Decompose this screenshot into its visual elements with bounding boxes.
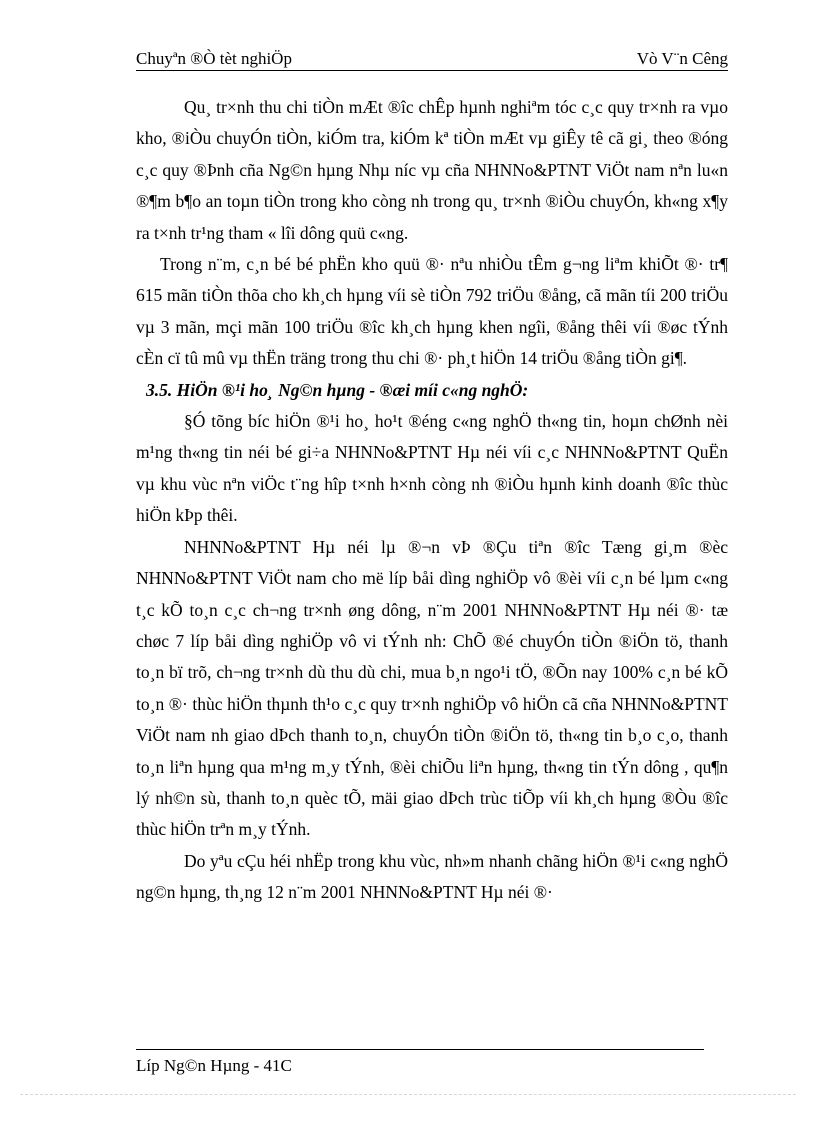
footer-divider bbox=[136, 1049, 704, 1050]
paragraph-vault-staff: Trong n¨m, c¸n bé bé phËn kho quü ®· nªu nhiÒu tÊm g¬ng liªm khiÕt ®· tr¶ 615 mãn tiÒn thõa cho kh¸ch hµng víi sè tiÒn 792 triÖu ®ång, cã mãn tíi 200 triÖu vµ 3 mãn, mçi mãn 100 triÖu ®îc kh¸ch hµng khen ngîi, ®ång thêi víi ®øc tÝnh cÈn cï tû mû vµ thËn träng trong thu chi ®· ph¸t hiÖn 14 triÖu ®ång tiÒn gi¶. bbox=[136, 254, 728, 369]
paragraph-modernization: §Ó tõng bíc hiÖn ®¹i ho¸ ho¹t ®éng c«ng nghÖ th«ng tin, hoµn chØnh nèi m¹ng th«ng tin néi bé gi÷a NHNNo&PTNT Hµ néi víi c¸c NHNNo&PTNT QuËn vµ khu vùc nªn viÖc t¨ng hîp t×nh h×nh còng nh ®iÒu hµnh kinh doanh ®îc thùc hiÖn kÞp thêi. bbox=[136, 411, 728, 526]
page-break-line bbox=[20, 1094, 796, 1095]
page-header bbox=[136, 48, 728, 72]
header-author: Vò V¨n Cêng bbox=[636, 49, 728, 68]
section-heading: 3.5. HiÖn ®¹i ho¸ Ng©n hµng - ®æi míi c«ng nghÖ: bbox=[146, 379, 529, 400]
header-divider bbox=[136, 70, 728, 71]
page-footer: Líp Ng©n Hµng - 41C bbox=[136, 1056, 292, 1075]
document-body bbox=[136, 92, 728, 909]
paragraph-cash-procedures: Qu¸ tr×nh thu chi tiÒn mÆt ®îc chÊp hµnh nghiªm tóc c¸c quy tr×nh ra vµo kho, ®iÒu chuyÓn tiÒn, kiÓm tra, kiÓm kª tiÒn mÆt vµ giÊy tê cã gi¸ theo ®óng c¸c quy ®Þnh cña Ng©n hµng Nhµ níc vµ cña NHNNo&PTNT ViÖt nam nªn lu«n ®¶m b¶o an toµn tiÒn trong kho còng nh trong qu¸ tr×nh ®iÒu chuyÓn, kh«ng x¶y ra t×nh tr¹ng tham « lîi dông quü c«ng. bbox=[136, 97, 728, 243]
header-title: Chuyªn ®Ò tèt nghiÖp bbox=[136, 49, 292, 68]
paragraph-integration: Do yªu cÇu héi nhËp trong khu vùc, nh»m nhanh chãng hiÖn ®¹i c«ng nghÖ ng©n hµng, th¸ng 12 n¨m 2001 NHNNo&PTNT Hµ néi ®· bbox=[136, 850, 728, 903]
paragraph-training: NHNNo&PTNT Hµ néi lµ ®¬n vÞ ®Çu tiªn ®îc Tæng gi¸m ®èc NHNNo&PTNT ViÖt nam cho më líp båi dìng nghiÖp vô ®èi víi c¸n bé lµm c«ng t¸c kÕ to¸n c¸c ch¬ng tr×nh øng dông, n¨m 2001 NHNNo&PTNT Hµ néi ®· tæ chøc 7 líp båi dìng nghiÖp vô vi tÝnh nh: ChÕ ®é chuyÓn tiÒn ®iÖn tö, thanh to¸n bï trõ, ch¬ng tr×nh dù thu dù chi, mua b¸n ngo¹i tÖ, ®Õn nay 100% c¸n bé kÕ to¸n ®· thùc hiÖn thµnh th¹o c¸c quy tr×nh nghiÖp vô hiÖn cã cña NHNNo&PTNT ViÖt nam nh giao dÞch thanh to¸n, chuyÓn tiÒn ®iÖn tö, th«ng tin b¸o c¸o, thanh to¸n liªn hµng qua m¹ng m¸y tÝnh, ®èi chiÕu liªn hµng, th«ng tin tÝn dông , qu¶n lý nh©n sù, thanh to¸n quèc tÕ, mäi giao dÞch trùc tiÕp víi kh¸ch hµng ®Òu ®îc thùc hiÖn trªn m¸y tÝnh. bbox=[136, 536, 728, 840]
